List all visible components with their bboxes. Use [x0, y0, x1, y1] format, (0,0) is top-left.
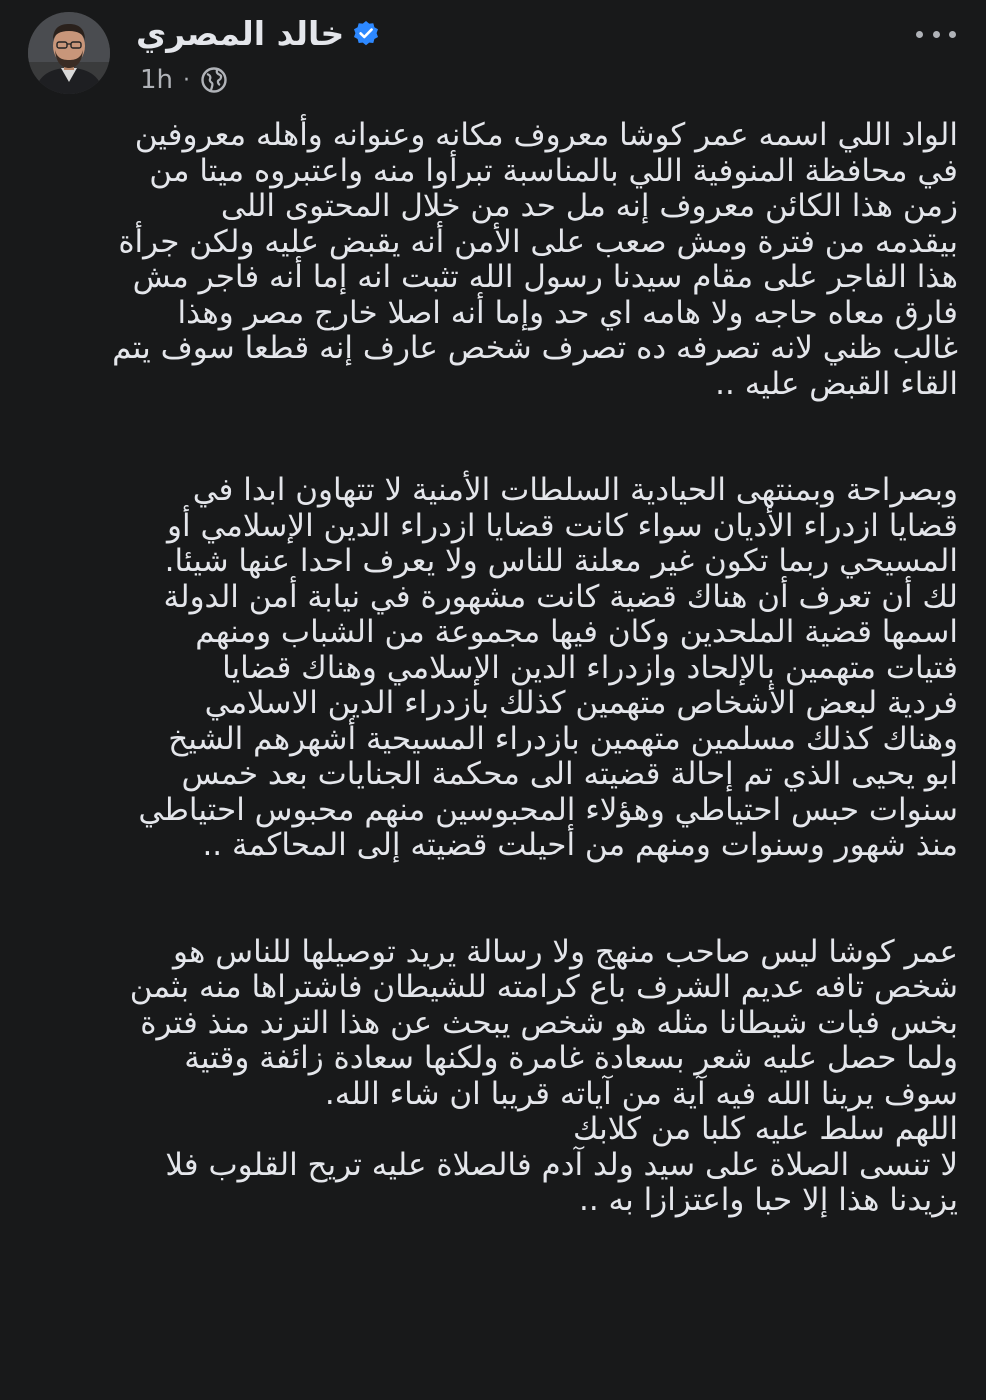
paragraph-gap	[28, 402, 958, 473]
more-dot	[916, 31, 923, 38]
post-text-line: شخص تافه عديم الشرف باع كرامته للشيطان فاشتراها منه بثمن	[129, 969, 958, 1005]
post-text-line: القاء القبض عليه ..	[715, 365, 958, 402]
post-text-line: بخس فبات شيطانا مثله هو شخص يبحث عن هذا الترند منذ فترة	[140, 1004, 958, 1041]
verified-badge-icon	[352, 20, 380, 48]
post-paragraph	[28, 473, 958, 864]
post-text-line: سوف يرينا الله فيه آية من آياته قريبا ان شاء الله.	[324, 1075, 958, 1112]
post-paragraph	[28, 118, 958, 402]
post-body	[28, 118, 958, 1219]
post-text-line: في محافظة المنوفية اللي بالمناسبة تبرأوا منه واعتبروه ميتا من	[149, 152, 958, 189]
post-text-line: سنوات حبس احتياطي وهؤلاء المحبوسين منهم محبوس احتياطي	[138, 791, 958, 828]
more-dot	[949, 31, 956, 38]
post-text-line: فردية لبعض الأشخاص متهمين كذلك بازدراء الدين الاسلامي	[204, 685, 958, 721]
post-text-line: ابو يحيى الذي تم إحالة قضيته الى محكمة الجنايات بعد خمس	[181, 756, 958, 792]
paragraph-gap	[28, 864, 958, 935]
avatar[interactable]	[28, 12, 110, 94]
post-text-line: المسيحي ربما تكون غير معلنة للناس ولا يعرف احدا عنها شيئا.	[164, 543, 958, 579]
more-dot	[933, 31, 940, 38]
post-text-line: الواد اللي اسمه عمر كوشا معروف مكانه وعنوانه وأهله معروفين	[134, 117, 958, 153]
post-text-line: يزيدنا هذا إلا حبا واعتزازا به ..	[578, 1182, 958, 1218]
post-text-line: فتيات متهمين بالإلحاد وازدراء الدين الإسلامي وهناك قضايا	[222, 649, 958, 686]
post-text-line: اللهم سلط عليه كلبا من كلابك	[573, 1111, 958, 1147]
more-options-icon[interactable]	[916, 20, 956, 48]
post-text-line: لك أن تعرف أن هناك قضية كانت مشهورة في نيابة أمن الدولة	[163, 578, 958, 615]
post-text-line: غالب ظني لانه تصرفه ده تصرف شخص عارف إنه قطعا سوف يتم	[112, 330, 958, 366]
post-timestamp[interactable]: 1h	[140, 65, 174, 95]
post-text-line: قضايا ازدراء الأديان سواء كانت قضايا ازدراء الدين الإسلامي أو	[167, 507, 958, 544]
post-header	[0, 0, 986, 110]
post-text-line: عمر كوشا ليس صاحب منهج ولا رسالة يريد توصيلها للناس هو	[173, 933, 958, 970]
author-name[interactable]: خالد المصري	[136, 14, 345, 53]
post-text-line: هذا الفاجر على مقام سيدنا رسول الله تثبت انه إما أنه فاجر مش	[132, 259, 958, 295]
post-meta-row	[140, 62, 228, 98]
author-block	[136, 10, 396, 100]
post-text-line: فارق معاه حاجه ولا هامه اي حد وإما أنه اصلا خارج مصر وهذا	[177, 294, 958, 331]
globe-icon[interactable]	[200, 66, 228, 94]
post-text-line: زمن هذا الكائن معروف إنه مل حد من خلال المحتوى اللى	[220, 188, 958, 224]
avatar-photo-icon	[28, 12, 110, 94]
post-text-line: وهناك كذلك مسلمين متهمين بازدراء المسيحية أشهرهم الشيخ	[168, 720, 958, 757]
post-paragraph	[28, 935, 958, 1219]
post-text-line: وبصراحة وبمنتهى الحيادية السلطات الأمنية لا تتهاون ابدا في	[192, 472, 958, 508]
author-name-row	[136, 12, 386, 56]
post-text-line: بيقدمه من فترة ومش صعب على الأمن أنه يقبض عليه ولكن جرأة	[118, 223, 958, 260]
post-text-line: ولما حصل عليه شعر بسعادة غامرة ولكنها سعادة زائفة وقتية	[184, 1040, 958, 1076]
post-text-line: لا تنسى الصلاة على سيد ولد آدم فالصلاة عليه تريح القلوب فلا	[165, 1146, 958, 1183]
post-text-line: منذ شهور وسنوات ومنهم من أحيلت قضيته إلى المحاكمة ..	[202, 827, 958, 863]
post-text-line: اسمها قضية الملحدين وكان فيها مجموعة من الشباب ومنهم	[195, 614, 958, 650]
meta-separator: ·	[183, 67, 191, 93]
